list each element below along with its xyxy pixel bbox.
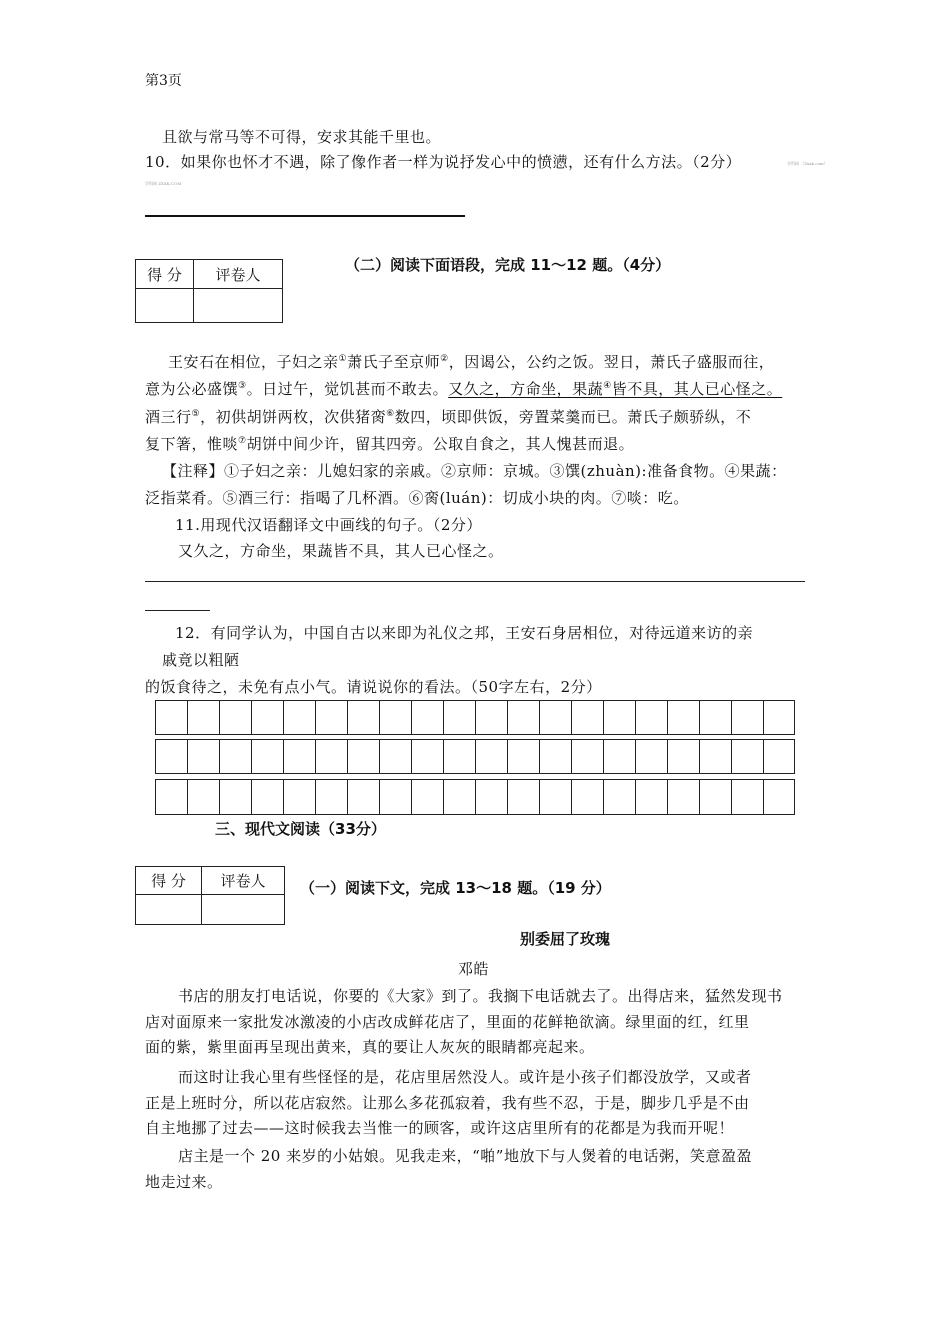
question-12-line-1: 12．有同学认为，中国自古以来即为礼仪之邦，王安石身居相位，对待远道来访的亲 <box>175 624 754 642</box>
grid-cell-divider <box>475 701 476 734</box>
grid-cell-divider <box>219 701 220 734</box>
answer-grid-row-1[interactable] <box>155 700 795 735</box>
answer-grid-row-2[interactable] <box>155 739 795 774</box>
grid-cell-divider <box>411 780 412 814</box>
grid-cell-divider <box>251 701 252 734</box>
grid-cell-divider <box>187 740 188 773</box>
grid-cell-divider <box>794 701 795 734</box>
passage-line-3: 酒三行⑤，初供胡饼两枚，次供猪脔⑥数四，顷即供饭，旁置菜羹而已。萧氏子颇骄纵，不 <box>145 408 752 426</box>
grid-cell-divider <box>347 740 348 773</box>
grid-cell-divider <box>763 701 764 734</box>
grid-cell-divider <box>667 740 668 773</box>
part2-heading: （二）阅读下面语段，完成 11～12 题。（4分） <box>345 256 671 274</box>
grid-cell-divider <box>443 740 444 773</box>
score-box-2 <box>135 866 285 925</box>
grid-cell-divider <box>731 780 732 814</box>
grader-cell[interactable] <box>194 289 283 323</box>
grid-cell-divider <box>507 780 508 814</box>
grid-cell-divider <box>571 701 572 734</box>
grid-cell-divider <box>603 701 604 734</box>
article-title: 别委屈了玫瑰 <box>520 930 611 948</box>
grid-cell-divider <box>763 780 764 814</box>
grid-cell-divider <box>187 701 188 734</box>
para2-line-2: 正是上班时分，所以花店寂然。让那么多花孤寂着，我有些不忍，于是，脚步几乎是不由 <box>145 1094 750 1112</box>
grid-cell-divider <box>155 780 156 814</box>
grid-cell-divider <box>507 740 508 773</box>
grid-cell-divider <box>315 780 316 814</box>
para1-line-3: 面的紫，紫里面再呈现出黄来，真的要让人灰灰的眼睛都亮起来。 <box>145 1038 595 1056</box>
grid-cell-divider <box>571 740 572 773</box>
section-3-title: 三、现代文阅读（33分） <box>215 820 386 838</box>
question-11-sentence: 又久之，方命坐，果蔬皆不具，其人已心怪之。 <box>178 542 504 560</box>
question-12-line-3: 的饭食待之，未免有点小气。请说说你的看法。（50字左右，2分） <box>145 678 602 696</box>
question-11: 11.用现代汉语翻译文中画线的句子。（2分） <box>175 516 482 534</box>
grid-cell-divider <box>219 780 220 814</box>
grader-label: 评卷人 <box>194 260 283 289</box>
grid-cell-divider <box>667 780 668 814</box>
grid-cell-divider <box>411 701 412 734</box>
passage-line-4: 复下箸，惟啖⑦胡饼中间少许，留其四旁。公取自食之，其人愧甚而退。 <box>145 435 635 453</box>
grid-cell-divider <box>635 780 636 814</box>
answer-line-q11-short[interactable] <box>145 610 210 611</box>
grid-cell-divider <box>443 701 444 734</box>
grid-cell-divider <box>251 780 252 814</box>
grid-cell-divider <box>667 701 668 734</box>
grid-cell-divider <box>443 780 444 814</box>
grid-cell-divider <box>731 701 732 734</box>
score-label: 得 分 <box>136 260 194 289</box>
grid-cell-divider <box>411 740 412 773</box>
grid-cell-divider <box>155 701 156 734</box>
grid-cell-divider <box>603 780 604 814</box>
grid-cell-divider <box>635 740 636 773</box>
score-box-1 <box>135 259 283 323</box>
para1-line-1: 书店的朋友打电话说，你要的《大家》到了。我搁下电话就去了。出得店来，猛然发现书 <box>178 987 783 1005</box>
grid-cell-divider <box>603 740 604 773</box>
grid-cell-divider <box>379 701 380 734</box>
grid-cell-divider <box>475 740 476 773</box>
part1-heading: （一）阅读下文，完成 13～18 题。（19 分） <box>300 879 611 897</box>
annotation-line-2: 泛指菜肴。⑤酒三行：指喝了几杯酒。⑥脔(luán)：切成小块的肉。⑦啖：吃。 <box>145 489 689 507</box>
watermark-text-b: 学科网 ZXXK.COM <box>145 181 182 186</box>
grid-cell-divider <box>539 701 540 734</box>
para3-line-1: 店主是一个 20 来岁的小姑娘。见我走来，“啪”地放下与人煲着的电话粥，笑意盈盈 <box>178 1147 752 1165</box>
grid-cell-divider <box>283 740 284 773</box>
grid-cell-divider <box>219 740 220 773</box>
grader-cell[interactable] <box>202 895 285 925</box>
grid-cell-divider <box>379 780 380 814</box>
grid-cell-divider <box>283 701 284 734</box>
passage-line-1: 王安石在相位，子妇之亲①萧氏子至京师②，因谒公，公约之饭。翌日，萧氏子盛服而往， <box>168 353 775 371</box>
grid-cell-divider <box>731 740 732 773</box>
watermark-text-a: 学科网 （Zxxk.com） <box>787 161 828 166</box>
underlined-sentence: 又久之，方命坐，果蔬④皆不具，其人已心怪之。 <box>448 380 783 398</box>
grid-cell-divider <box>635 701 636 734</box>
grid-cell-divider <box>699 740 700 773</box>
grid-cell-divider <box>187 780 188 814</box>
grid-cell-divider <box>699 701 700 734</box>
answer-line-q10[interactable] <box>145 215 465 217</box>
grid-cell-divider <box>507 701 508 734</box>
score-cell[interactable] <box>136 895 202 925</box>
grid-cell-divider <box>699 780 700 814</box>
grid-cell-divider <box>475 780 476 814</box>
para2-line-3: 自主地挪了过去——这时候我去当惟一的顾客，或许这店里所有的花都是为我而开呢！ <box>145 1119 735 1137</box>
annotation-line-1: 【注释】①子妇之亲：儿媳妇家的亲戚。②京师：京城。③馔(zhuàn):准备食物。④果蔬： <box>162 462 787 480</box>
para2-line-1: 而这时让我心里有些怪怪的是，花店里居然没人。或许是小孩子们都没放学，又或者 <box>178 1068 752 1086</box>
grid-cell-divider <box>571 780 572 814</box>
passage-line-2: 意为公必盛馔③。日过午，觉饥甚而不敢去。又久之，方命坐，果蔬④皆不具，其人已心怪之。 <box>145 380 783 398</box>
grid-cell-divider <box>794 780 795 814</box>
grid-cell-divider <box>347 701 348 734</box>
grid-cell-divider <box>379 740 380 773</box>
score-cell[interactable] <box>136 289 194 323</box>
para3-line-2: 地走过来。 <box>145 1173 223 1191</box>
para1-line-2: 店对面原来一家批发冰激凌的小店改成鲜花店了，里面的花鲜艳欲滴。绿里面的红，红里 <box>145 1013 750 1031</box>
grid-cell-divider <box>539 740 540 773</box>
grid-cell-divider <box>763 740 764 773</box>
grid-cell-divider <box>315 701 316 734</box>
grid-cell-divider <box>794 740 795 773</box>
grader-label: 评卷人 <box>202 867 285 895</box>
grid-cell-divider <box>251 740 252 773</box>
answer-grid-row-3[interactable] <box>155 779 795 815</box>
grid-cell-divider <box>155 740 156 773</box>
score-label: 得 分 <box>136 867 202 895</box>
previous-answer-line: 且欲与常马等不可得，安求其能千里也。 <box>162 128 442 146</box>
page-label: 第3页 <box>145 73 182 89</box>
grid-cell-divider <box>315 740 316 773</box>
question-12-line-2: 戚竟以粗陋 <box>162 651 240 669</box>
article-author: 邓皓 <box>458 960 490 978</box>
grid-cell-divider <box>347 780 348 814</box>
grid-cell-divider <box>539 780 540 814</box>
answer-line-q11[interactable] <box>145 581 805 582</box>
grid-cell-divider <box>283 780 284 814</box>
question-10: 10．如果你也怀才不遇，除了像作者一样为说抒发心中的愤懑，还有什么方法。（2分） <box>145 153 742 171</box>
